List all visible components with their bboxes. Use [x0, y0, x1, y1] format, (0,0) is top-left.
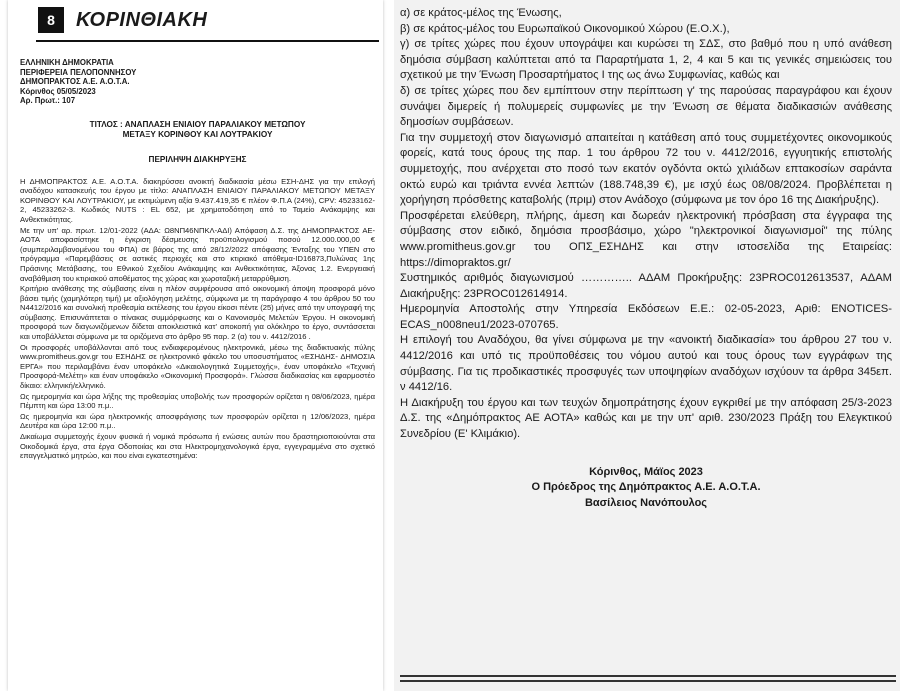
issuer-line: ΠΕΡΙΦΕΡΕΙΑ ΠΕΛΟΠΟΝΝΗΣΟΥ	[20, 67, 137, 77]
signature-name: Βασίλειος Νανόπουλος	[584, 496, 708, 509]
body-paragraph: Συστημικός αριθμός διαγωνισμού ………….. ΑΔΑΜ Προκήρυξης: 23PROC012613537, ΑΔΑΜ Διακήρυξης: 23PROC012614914.	[400, 272, 892, 300]
page-header	[8, 0, 383, 40]
issuer-line: ΔΗΜΟΠΡΑΚΤΟΣ Α.Ε. Α.Ο.Τ.Α.	[20, 77, 130, 87]
newspaper-name: ΚΟΡΙΝΘΙΑΚΗ	[76, 8, 208, 31]
issuer-line: Αρ. Πρωτ.: 107	[20, 96, 76, 106]
body-paragraph: α) σε κράτος-μέλος της Ένωσης,	[400, 7, 562, 19]
title-line: ΤΙΤΛΟΣ : ΑΝΑΠΛΑΣΗ ΕΝΙΑΙΟΥ ΠΑΡΑΛΙΑΚΟΥ ΜΕΤΩΠΟΥ	[89, 119, 306, 129]
body-paragraph: δ) σε τρίτες χώρες που δεν εμπίπτουν στην περίπτωση γ' της παρούσας παραγράφου και έχουν συνάψει διμερείς ή πολυμερείς συμφωνίες με την Ένωση σε θέματα διαδικασιών ανάθεσης δημοσίων συμβάσεων.	[400, 84, 892, 129]
body-paragraph: Ημερομηνία Αποστολής στην Υπηρεσία Εκδόσεων Ε.Ε.: 02-05-2023, Αριθ: ENOTICES-ECAS_n008neu1/2023-070765.	[400, 303, 892, 331]
issuer-line: ΕΛΛΗΝΙΚΗ ΔΗΜΟΚΡΑΤΙΑ	[20, 58, 114, 67]
body-paragraph: γ) σε τρίτες χώρες που έχουν υπογράψει και κυρώσει τη ΣΔΣ, στο βαθμό που η υπό ανάθεση δημόσια σύμβαση καλύπτεται από τα Παραρτήματα 1, 2, 4 και 5 και τις γενικές σημειώσεις του σχετικού με την Ένωση Προσαρτήματος I της ως άνω Συμφωνίας, καθώς και	[400, 38, 892, 82]
issuer-line: Κόρινθος 05/05/2023	[20, 86, 96, 96]
signature-block	[400, 465, 892, 512]
issuer-block	[20, 58, 375, 106]
left-column	[8, 0, 383, 691]
document-subtitle: ΠΕΡΙΛΗΨΗ ΔΙΑΚΗΡΥΞΗΣ	[148, 154, 247, 164]
body-paragraph: Με την υπ' αρ. πρωτ. 12/01-2022 (ΑΔΑ: Ω8ΝΠ46ΝΠΚΛ-ΑΔΙ) Απόφαση Δ.Σ. της ΔΗΜΟΠΡΑΚΤΟΣ ΑΕ-ΑΟΤΑ αποφασίστηκε η έγκριση δέσμευσης προϋπολογισμού ποσού 12.000.000,00 € (συμπεριλαμβανομένου του ΦΠΑ) σε βάρος της από 28/12/2022 απόφασης Ένταξης του ΥΠΕΝ στο πρόγραμμα «Παρεμβάσεις σε αστικές περιοχές και στο κτιριακό απόθεμα-ID16873,Πυλώνας 1ης Πράσινης Μετάβασης, του Εθνικού Σχεδίου Ανάκαμψης και Ανθεκτικότητας, Άξονας 1.2. Ενεργειακή αναβάθμιση του κτιριακού αποθέματος της χώρας και χωροταξική μεταρρύθμιση.	[20, 225, 375, 283]
body-paragraph: Ως ημερομηνία και ώρα ηλεκτρονικής αποσφράγισης των προσφορών ορίζεται η 12/06/2023, ημέρα Δευτέρα και ώρα 12:00 π.μ..	[20, 411, 375, 431]
body-paragraph: Η επιλογή του Αναδόχου, θα γίνει σύμφωνα με την «ανοικτή διαδικασία» του άρθρου 27 του ν. 4412/2016 και υπό τις προϋποθέσεις του νόμου αυτού και τους όρους των εγγράφων της σύμβασης. Για τις προδικαστικές προσφυγές των υποψηφίων αναδόχων ισχύουν τα άρθρα 345επ. ν 4412/16.	[400, 334, 892, 394]
document-title	[20, 120, 375, 141]
body-paragraph: Για την συμμετοχή στον διαγωνισμό απαιτείται η κατάθεση από τους συμμετέχοντες οικονομικούς φορείς, κατά τους όρους της παρ. 1 του άρθρου 72 του ν. 4412/2016, εγγυητικής επιστολής συμμετοχής, που ανέρχεται στο ποσό των εκατόν ογδόντα οκτώ χιλιάδων επτακοσίων σαράντα οκτώ ευρώ και τριάντα εννέα λεπτών (188.748,39 €), με ισχύ έως 08/08/2024. Προβλέπεται η χορήγηση πρόσθετης καταβολής (πριμ) στον Ανάδοχο (σύμφωνα με τον όρο 16 της Διακήρυξης).	[400, 131, 892, 207]
signature-place-date: Κόρινθος, Μάϊος 2023	[589, 465, 703, 478]
signature-role: Ο Πρόεδρος της Δημόπρακτος Α.Ε. Α.Ο.Τ.Α.	[531, 481, 761, 494]
body-paragraph: Η ΔΗΜΟΠΡΑΚΤΟΣ Α.Ε. Α.Ο.Τ.Α. διακηρύσσει ανοικτή διαδικασία μέσω ΕΣΗ-ΔΗΣ για την επιλογή αναδόχου κατασκευής του έργου με τίτλο: ΑΝΑΠΛΑΣΗ ΕΝΙΑΙΟΥ ΠΑΡΑΛΙΑΚΟΥ ΜΕΤΩΠΟΥ ΜΕΤΑΞΥ ΚΟΡΙΝΘΟΥ ΚΑΙ ΛΟΥΤΡΑΚΙΟΥ, με εκτιμώμενη αξία 9.437.419,35 € πλέον Φ.Π.Α (24%), CPV: 45233162-2, 45233262-3. Κωδικός NUTS : EL 652, με χρηματοδότηση από το Ταμείο Ανάκαμψης και Ανθεκτικότητας.	[20, 176, 375, 224]
body-paragraph: Η Διακήρυξη του έργου και των τευχών δημοπράτησης έχουν εγκριθεί με την απόφαση 25/3-2023 Δ.Σ. της «Δημόπρακτος ΑΕ ΑΟΤΑ» καθώς και με την υπ' αριθ. 230/2023 Πράξη του Ελεγκτικού Συνεδρίου (Ε' Κλιμάκιο).	[400, 396, 892, 441]
body-paragraph: Ως ημερομηνία και ώρα λήξης της προθεσμίας υποβολής των προσφορών ορίζεται η 08/06/2023, ημέρα Πέμπτη και ώρα 13:00 π.μ..	[20, 391, 375, 411]
header-rule	[36, 40, 379, 42]
page-number: 8	[38, 7, 64, 33]
title-line: ΜΕΤΑΞΥ ΚΟΡΙΝΘΟΥ ΚΑΙ ΛΟΥΤΡΑΚΙΟΥ	[122, 130, 273, 140]
body-paragraph: Δικαίωμα συμμετοχής έχουν φυσικά ή νομικά πρόσωπα ή ενώσεις αυτών που δραστηριοποιούνται στα Οικοδομικά έργα, στα έργα Οδοποιίας και στα Ηλεκτρομηχανολογικά έργα, εγγεγραμμένα στο σχετικό επαγγελματικό μητρώο, και που είναι εγκατεστημένα:	[20, 432, 375, 461]
body-paragraph: Κριτήριο ανάθεσης της σύμβασης είναι η πλέον συμφέρουσα από οικονομική άποψη προσφορά μόνο βάσει τιμής (χαμηλότερη τιμή) με αξιολόγηση μελέτης, σύμφωνα με τη παράγραφο 4 του άρθρου 50 του Ν4412/2016 και συνολική προθεσμία εκτέλεσης του έργου είκοσι πέντε (25) μήνες από την υπογραφή της σύμβασης. Επισυνάπτεται ο πίνακας συμμόρφωσης και ο Κανονισμός Μελετών Έργου. Η οικονομική προσφορά των διαγωνιζόμενων δίδεται αποκλειστικά κατ' αποκοπή για ολόκληρο το έργο, συντάσσεται και υποβάλλεται σύμφωνα με τα οριζόμενα στο άρθρο 95 παρ. 2 (α) του ν. 4412/2016 .	[20, 284, 375, 342]
footer-rule	[400, 680, 896, 682]
right-content	[400, 6, 892, 511]
footer-rule	[400, 675, 896, 677]
left-content	[20, 58, 375, 462]
body-paragraph: Προσφέρεται ελεύθερη, πλήρης, άμεση και δωρεάν ηλεκτρονική πρόσβαση στα έγγραφα της σύμβασης στον ειδικό, δημόσια προσβάσιμο, χώρο "ηλεκτρονικοί διαγωνισμοί" της πύλης www.promitheus.gov.gr του ΟΠΣ_ΕΣΗΔΗΣ και στην ιστοσελίδα της Εταιρείας: https://dimopraktos.gr/	[400, 209, 892, 269]
body-paragraph: β) σε κράτος-μέλος του Ευρωπαϊκού Οικονομικού Χώρου (Ε.Ο.Χ.),	[400, 22, 730, 35]
right-column	[394, 0, 900, 691]
body-paragraph: Οι προσφορές υποβάλλονται από τους ενδιαφερομένους ηλεκτρονικά, μέσω της διαδικτυακής πύλης www.promitheus.gov.gr του ΕΣΗΔΗΣ σε ηλεκτρονικό φάκελο του υποσυστήματος «ΕΣΗΔΗΣ- ΔΗΜΟΣΙΑ ΕΡΓΑ» που περιλαμβάνει έναν υποφάκελο «Δικαιολογητικά Συμμετοχής», έναν υποφάκελο «Τεχνική Προσφορά-Μελέτη» και έναν υποφάκελο «Οικονομική Προσφορά». Γλώσσα διαδικασίας και εφαρμοστέο δίκαιο: ελληνική/ελληνικό.	[20, 342, 375, 391]
